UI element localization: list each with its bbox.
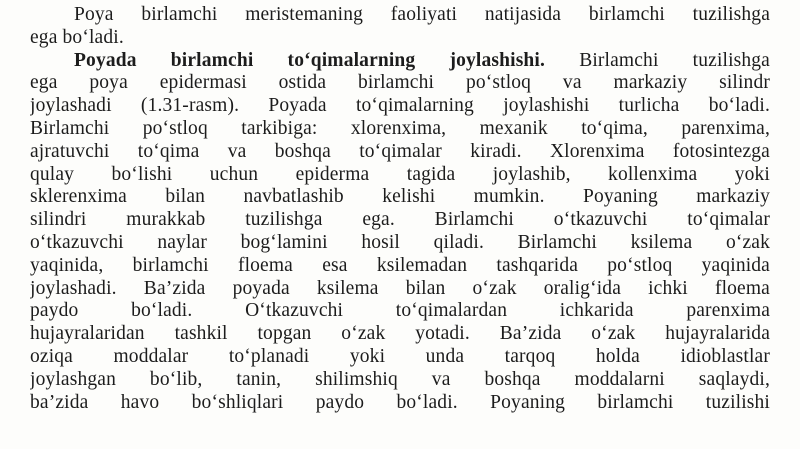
text-line: ajratuvchi to‘qima va boshqa to‘qimalar kiradi. Xlorenxima fotosintezga bbox=[30, 140, 770, 162]
text-line: qulay bo‘lishi uchun epiderma tagida joylashib, kollenxima yoki bbox=[30, 163, 770, 185]
text-line: oziqa moddalar to‘planadi yoki unda tarqoq holda idioblastlar bbox=[30, 345, 770, 367]
text-line: hujayralaridan tashkil topgan o‘zak yotadi. Ba’zida o‘zak hujayralarida bbox=[30, 323, 770, 345]
text-line: yaqinida, birlamchi floema esa ksilemadan tashqarida po‘stloq yaqinida bbox=[30, 254, 770, 276]
text-line: Birlamchi po‘stloq tarkibiga: xlorenxima, mexanik to‘qima, parenxima, bbox=[30, 117, 770, 139]
text-line: sklerenxima bilan navbatlashib kelishi mumkin. Poyaning markaziy bbox=[30, 186, 770, 208]
text-line: ba’zida havo bo‘shliqlari paydo bo‘ladi. Poyaning birlamchi tuzilishi bbox=[30, 391, 770, 413]
text-line: silindri murakkab tuzilishga ega. Birlamchi o‘tkazuvchi to‘qimalar bbox=[30, 209, 770, 231]
text-run: Birlamchi tuzilishga bbox=[579, 49, 770, 71]
text-line: o‘tkazuvchi naylar bog‘lamini hosil qiladi. Birlamchi ksilema o‘zak bbox=[30, 231, 770, 253]
text-line: paydo bo‘ladi. O‘tkazuvchi to‘qimalardan ichkarida parenxima bbox=[30, 300, 770, 322]
body-text bbox=[30, 4, 770, 414]
section-heading: Poyada birlamchi to‘qimalarning joylashishi. bbox=[74, 49, 546, 71]
section-heading-line bbox=[30, 50, 770, 73]
text-line: ega bo‘ladi. bbox=[30, 26, 124, 48]
text-line: joylashadi (1.31-rasm). Poyada to‘qimalarning joylashishi turlicha bo‘ladi. bbox=[30, 95, 770, 117]
text-line: joylashgan bo‘lib, tanin, shilimshiq va boshqa moddalarni saqlaydi, bbox=[30, 368, 770, 390]
text-line: ega poya epidermasi ostida birlamchi po‘stloq va markaziy silindr bbox=[30, 72, 770, 94]
text-line: joylashadi. Ba’zida poyada ksilema bilan o‘zak oralig‘ida ichki floema bbox=[30, 277, 770, 299]
text-line: Poya birlamchi meristemaning faoliyati natijasida birlamchi tuzilishga bbox=[74, 4, 770, 25]
